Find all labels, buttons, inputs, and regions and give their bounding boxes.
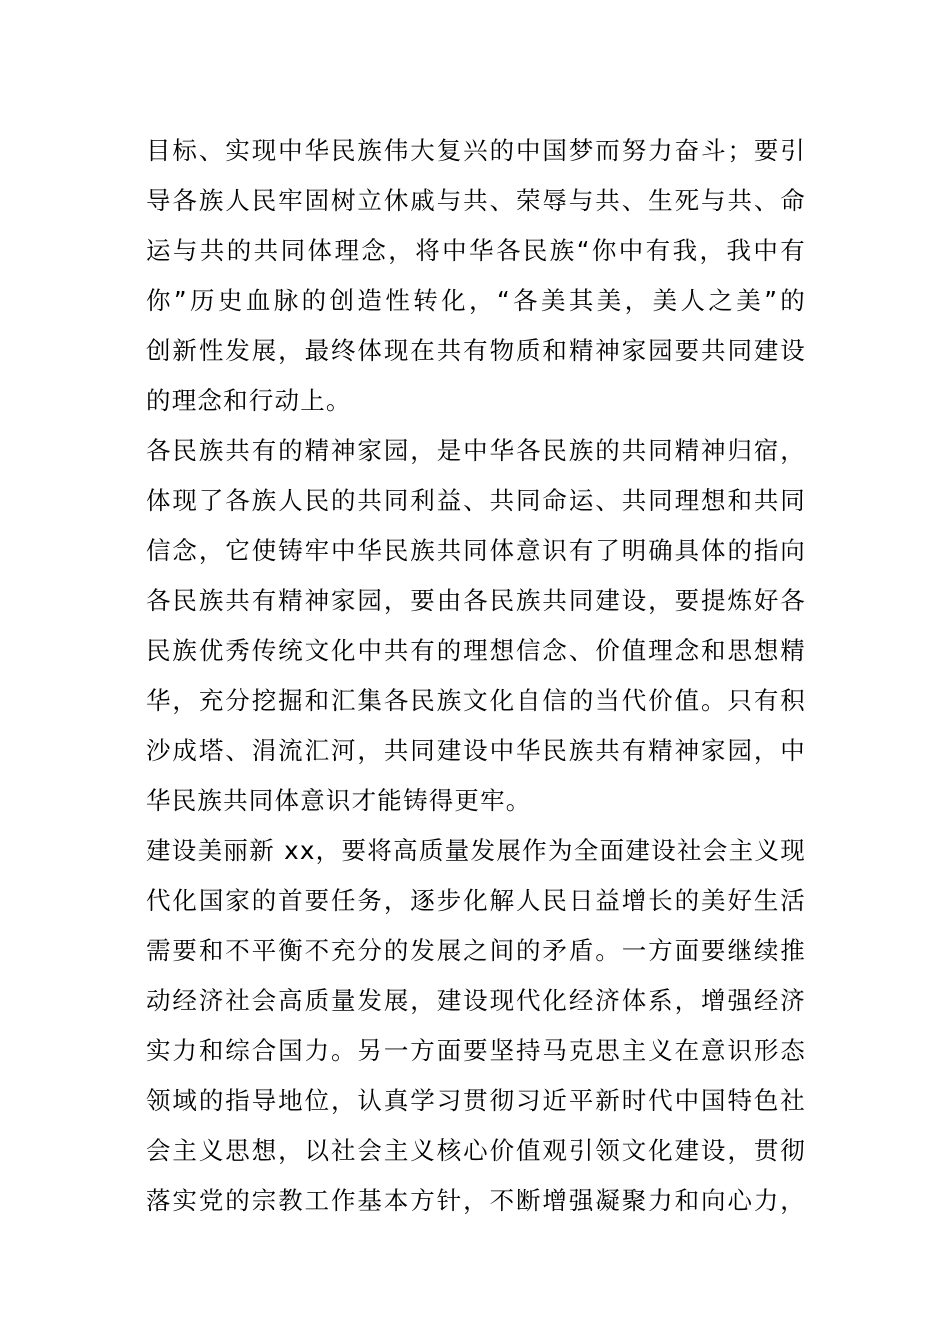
text-line: 目标、实现中华民族伟大复兴的中国梦而努力奋斗；要引 [146,136,806,165]
text-line: 你”历史血脉的创造性转化，“各美其美，美人之美”的 [146,286,806,315]
paragraph [146,826,806,1226]
document-body [146,126,806,1226]
text-line: 各民族共有的精神家园，是中华各民族的共同精神归宿， [146,436,806,465]
text-line: 建设美丽新 xx，要将高质量发展作为全面建设社会主义现 [146,836,806,865]
text-line: 体现了各族人民的共同利益、共同命运、共同理想和共同 [146,486,806,515]
text-line: 创新性发展，最终体现在共有物质和精神家园要共同建设 [146,336,806,365]
text-line: 的理念和行动上。 [146,386,352,415]
text-line: 各民族共有精神家园，要由各民族共同建设，要提炼好各 [146,586,806,615]
text-line: 沙成塔、涓流汇河，共同建设中华民族共有精神家园，中 [146,736,806,765]
text-line: 导各族人民牢固树立休戚与共、荣辱与共、生死与共、命 [146,186,806,215]
text-line: 信念，它使铸牢中华民族共同体意识有了明确具体的指向 [146,536,806,565]
text-line: 需要和不平衡不充分的发展之间的矛盾。一方面要继续推 [146,936,806,965]
paragraph [146,426,806,826]
text-line: 运与共的共同体理念，将中华各民族“你中有我，我中有 [146,236,806,265]
text-line: 代化国家的首要任务，逐步化解人民日益增长的美好生活 [146,886,806,915]
text-line: 领域的指导地位，认真学习贯彻习近平新时代中国特色社 [146,1086,806,1115]
text-line: 动经济社会高质量发展，建设现代化经济体系，增强经济 [146,986,806,1015]
text-line: 会主义思想，以社会主义核心价值观引领文化建设，贯彻 [146,1136,806,1165]
text-line: 华，充分挖掘和汇集各民族文化自信的当代价值。只有积 [146,686,806,715]
paragraph [146,126,806,426]
text-line: 落实党的宗教工作基本方针，不断增强凝聚力和向心力， [146,1186,806,1215]
text-line: 实力和综合国力。另一方面要坚持马克思主义在意识形态 [146,1036,806,1065]
text-line: 民族优秀传统文化中共有的理想信念、价值理念和思想精 [146,636,806,665]
text-line: 华民族共同体意识才能铸得更牢。 [146,786,532,815]
